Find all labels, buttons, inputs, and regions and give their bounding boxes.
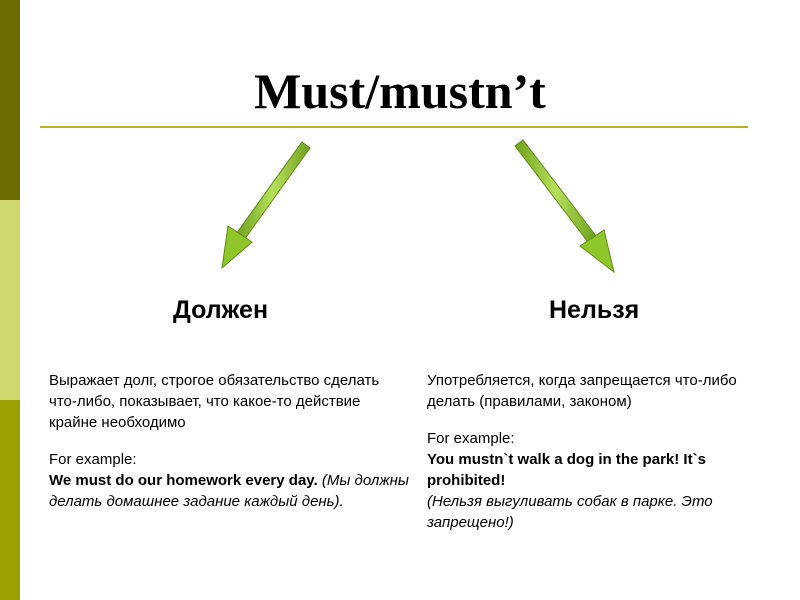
mustnt-example-translation: (Нельзя выгуливать собак в парке. Это запрещено!) bbox=[427, 493, 713, 531]
must-example-sentence: We must do our homework every day. bbox=[49, 472, 318, 489]
arrow-right-icon bbox=[515, 140, 614, 272]
must-description: Выражает долг, строгое обязательство сделать что-либо, показывает, что какое-то действие крайне необходимо bbox=[49, 372, 380, 431]
must-column bbox=[49, 370, 409, 512]
mustnt-column bbox=[427, 370, 777, 533]
arrow-left-icon bbox=[222, 142, 310, 268]
mustnt-description: Употребляется, когда запрещается что-либо делать (правилами, законом) bbox=[427, 372, 737, 410]
must-example-paragraph bbox=[49, 470, 409, 512]
heading-mustnt: Нельзя bbox=[549, 296, 640, 324]
page-title: Must/mustn’t bbox=[254, 63, 546, 119]
must-example-translation: (Мы должны делать домашнее задание каждый день). bbox=[49, 472, 409, 510]
mustnt-example-sentence: You mustn`t walk a dog in the park! It`s prohibited! bbox=[427, 451, 706, 489]
must-for-example-label: For example: bbox=[49, 451, 137, 468]
heading-must: Должен bbox=[173, 296, 269, 324]
mustnt-for-example-label: For example: bbox=[427, 430, 515, 447]
